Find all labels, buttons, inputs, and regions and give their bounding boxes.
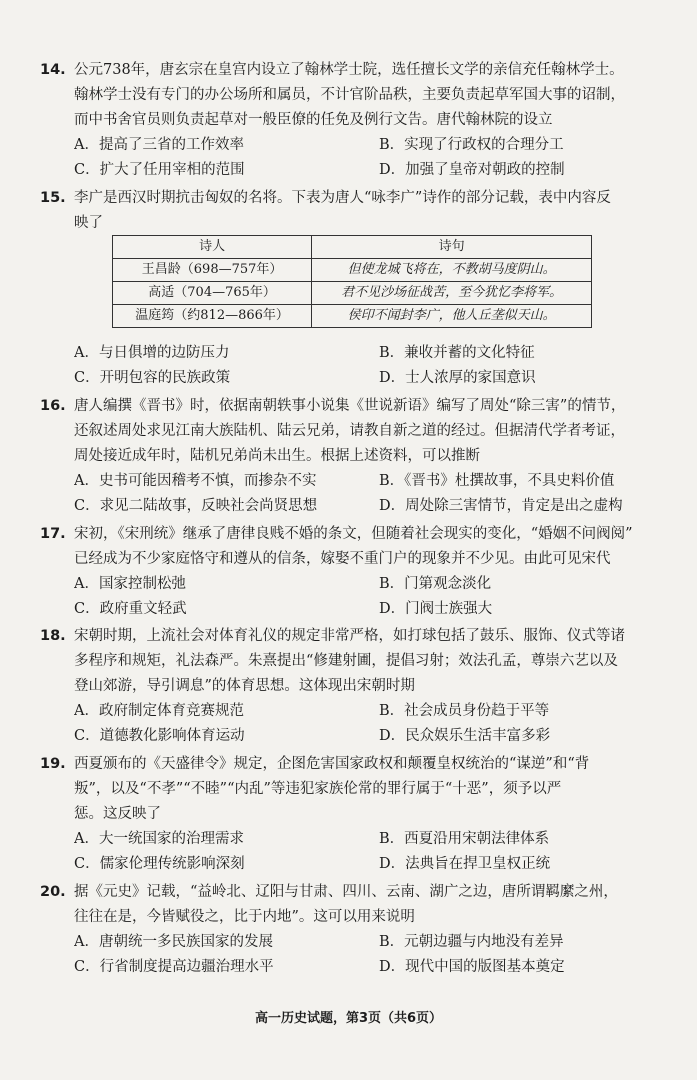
poem-table xyxy=(112,235,592,328)
option-d[interactable]: D．门阀士族强大 xyxy=(379,601,493,617)
option-c[interactable]: C．政府重文轻武 xyxy=(74,601,187,617)
question-stem-line: 登山郊游，导引调息”的体育思想。这体现出宋朝时期 xyxy=(74,678,415,694)
table-row xyxy=(113,305,592,328)
options xyxy=(40,930,665,980)
question-20 xyxy=(40,880,665,980)
question-stem-line: 据《元史》记载，“益岭北、辽阳与甘肃、四川、云南、湖广之边，唐所谓羁縻之州， xyxy=(74,884,618,900)
option-a[interactable]: A．史书可能因稽考不慎，而掺杂不实 xyxy=(74,473,317,489)
question-number: 18. xyxy=(40,628,66,644)
option-c[interactable]: C．道德教化影响体育运动 xyxy=(74,728,245,744)
option-d[interactable]: D．民众娱乐生活丰富多彩 xyxy=(379,728,551,744)
table-header-cell: 诗句 xyxy=(312,236,592,259)
options xyxy=(40,572,665,622)
verse-cell: 侯印不闻封李广，他人丘垄似天山。 xyxy=(312,305,592,328)
question-stem-line: 还叙述周处求见江南大族陆机、陆云兄弟，请教自新之道的经过。但据清代学者考证， xyxy=(74,423,625,439)
option-b[interactable]: B．《晋书》杜撰故事，不具史料价值 xyxy=(379,473,615,489)
option-b[interactable]: B．门第观念淡化 xyxy=(379,576,492,592)
question-stem-line: 已经成为不少家庭恪守和遵从的信条，嫁娶不重门户的现象并不少见。由此可见宋代 xyxy=(74,551,611,567)
question-stem-line: 而中书舍官员则负责起草对一般臣僚的任免及例行文告。唐代翰林院的设立 xyxy=(74,112,553,128)
option-d[interactable]: D．士人浓厚的家国意识 xyxy=(379,370,536,386)
poet-cell: 王昌龄（698—757年） xyxy=(113,259,312,282)
question-number: 19. xyxy=(40,756,66,772)
question-15-options xyxy=(40,341,665,391)
question-stem-line: 周处接近成年时，陆机兄弟尚未出生。根据上述资料，可以推断 xyxy=(74,448,480,464)
option-a[interactable]: A．提高了三省的工作效率 xyxy=(74,137,244,153)
question-stem-line: 多程序和规矩，礼法森严。朱熹提出“修建射圃，提倡习射；效法孔孟，尊崇六艺以及 xyxy=(74,653,618,669)
question-15 xyxy=(40,186,665,236)
option-c[interactable]: C．儒家伦理传统影响深刻 xyxy=(74,856,245,872)
option-c[interactable]: C．开明包容的民族政策 xyxy=(74,370,231,386)
poet-cell: 温庭筠（约812—866年） xyxy=(113,305,312,328)
poet-cell: 高适（704—765年） xyxy=(113,282,312,305)
option-a[interactable]: A．唐朝统一多民族国家的发展 xyxy=(74,934,273,950)
question-stem-line: 惩。这反映了 xyxy=(74,806,161,822)
table-row xyxy=(113,282,592,305)
options xyxy=(40,133,665,183)
table-header-cell: 诗人 xyxy=(113,236,312,259)
options xyxy=(40,827,665,877)
page-footer: 高一历史试题，第3页（共6页） xyxy=(254,1011,443,1026)
options xyxy=(40,341,665,391)
option-c[interactable]: C．扩大了任用宰相的范围 xyxy=(74,162,245,178)
question-stem-line: 西夏颁布的《天盛律令》规定，企图危害国家政权和颠覆皇权统治的“谋逆”和“背 xyxy=(74,756,590,772)
question-number: 15. xyxy=(40,190,66,206)
question-number: 20. xyxy=(40,884,66,900)
question-stem-line: 映了 xyxy=(74,215,103,231)
verse-cell: 但使龙城飞将在，不教胡马度阴山。 xyxy=(312,259,592,282)
option-d[interactable]: D．周处除三害情节，肯定是出之虚构 xyxy=(379,498,623,514)
question-stem-line: 公元738年，唐玄宗在皇宫内设立了翰林学士院，选任擅长文学的亲信充任翰林学士。 xyxy=(74,62,624,78)
question-stem-line: 翰林学士没有专门的办公场所和属员，不计官阶品秩，主要负责起草军国大事的诏制， xyxy=(74,87,625,103)
question-number: 17. xyxy=(40,526,66,542)
question-stem-line: 叛”，以及“不孝”“不睦”“内乱”等违犯家族伦常的罪行属于“十恶”，须予以严 xyxy=(74,781,562,797)
option-b[interactable]: B．实现了行政权的合理分工 xyxy=(379,137,564,153)
option-d[interactable]: D．法典旨在捍卫皇权正统 xyxy=(379,856,551,872)
question-number: 14. xyxy=(40,62,66,78)
verse-cell: 君不见沙场征战苦，至今犹忆李将军。 xyxy=(312,282,592,305)
table-row xyxy=(113,259,592,282)
option-d[interactable]: D．现代中国的版图基本奠定 xyxy=(379,959,565,975)
question-stem-line: 宋初，《宋刑统》继承了唐律良贱不婚的条文，但随着社会现实的变化，“婚姻不问阀阅” xyxy=(74,526,633,542)
question-stem-line: 唐人编撰《晋书》时，依据南朝轶事小说集《世说新语》编写了周处“除三害”的情节， xyxy=(74,398,626,414)
option-b[interactable]: B．西夏沿用宋朝法律体系 xyxy=(379,831,550,847)
question-16 xyxy=(40,394,665,519)
question-18 xyxy=(40,624,665,749)
question-stem-line: 宋朝时期，上流社会对体育礼仪的规定非常严格，如打球包括了鼓乐、服饰、仪式等诸 xyxy=(74,628,625,644)
question-stem-line: 李广是西汉时期抗击匈奴的名将。下表为唐人“咏李广”诗作的部分记载，表中内容反 xyxy=(74,190,611,206)
option-c[interactable]: C．行省制度提高边疆治理水平 xyxy=(74,959,274,975)
option-d[interactable]: D．加强了皇帝对朝政的控制 xyxy=(379,162,565,178)
question-19 xyxy=(40,752,665,877)
question-17 xyxy=(40,522,665,622)
option-b[interactable]: B．社会成员身份趋于平等 xyxy=(379,703,550,719)
option-b[interactable]: B．兼收并蓄的文化特征 xyxy=(379,345,535,361)
question-14 xyxy=(40,58,665,183)
question-number: 16. xyxy=(40,398,66,414)
option-a[interactable]: A．国家控制松弛 xyxy=(74,576,186,592)
option-c[interactable]: C．求见二陆故事，反映社会尚贤思想 xyxy=(74,498,318,514)
question-stem-line: 往往在是，今皆赋役之，比于内地”。这可以用来说明 xyxy=(74,909,415,925)
option-b[interactable]: B．元朝边疆与内地没有差异 xyxy=(379,934,564,950)
option-a[interactable]: A．政府制定体育竞赛规范 xyxy=(74,703,244,719)
options xyxy=(40,699,665,749)
table-header-row xyxy=(113,236,592,259)
options xyxy=(40,469,665,519)
option-a[interactable]: A．与日俱增的边防压力 xyxy=(74,345,230,361)
option-a[interactable]: A．大一统国家的治理需求 xyxy=(74,831,244,847)
